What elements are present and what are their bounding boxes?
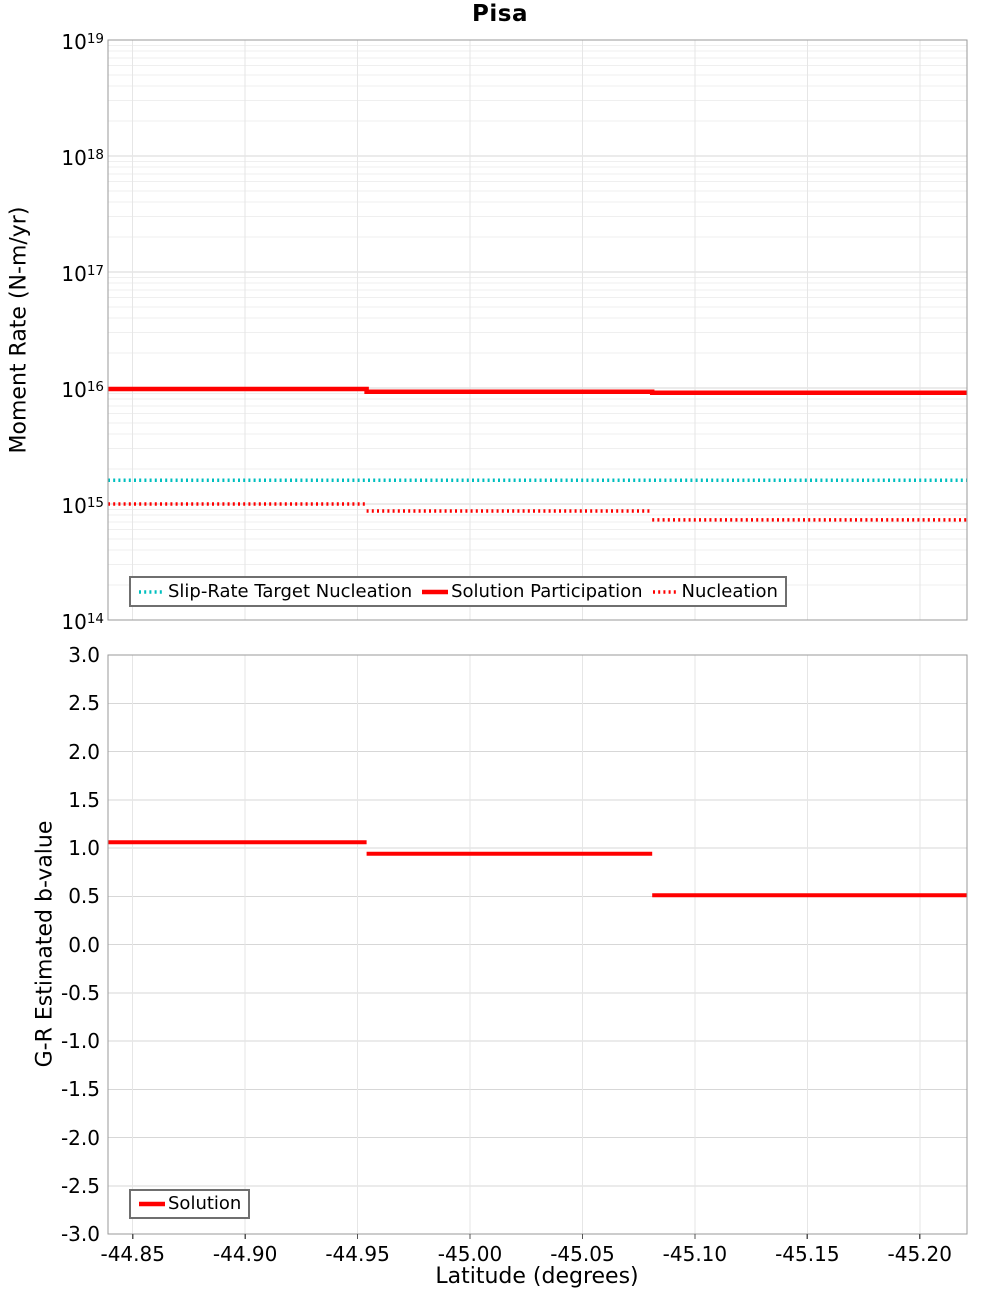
ytick-label bbox=[24, 490, 104, 519]
ytick-label: 3.0 bbox=[68, 643, 100, 667]
legend-dotted-line-swatch-icon bbox=[138, 588, 166, 596]
ytick-label: -2.0 bbox=[60, 1125, 100, 1150]
legend-entry bbox=[652, 580, 778, 602]
xtick-label: -44.90 bbox=[212, 1242, 278, 1266]
legend-entry bbox=[138, 580, 413, 602]
legend-label: Solution bbox=[168, 1193, 242, 1214]
legend-solid-line-swatch-icon bbox=[138, 1200, 166, 1208]
y-axis-label-b-value: G-R Estimated b-value bbox=[32, 820, 58, 1068]
legend-moment-rate bbox=[129, 576, 787, 607]
ytick-base: 10 bbox=[61, 262, 87, 287]
legend-dotted-line-swatch-icon bbox=[652, 588, 680, 596]
ytick-exponent: 16 bbox=[86, 379, 104, 395]
xtick-label: -45.00 bbox=[437, 1242, 503, 1266]
ytick-base: 10 bbox=[61, 610, 87, 635]
ytick-base: 10 bbox=[61, 494, 87, 519]
legend-entry bbox=[421, 580, 643, 602]
ytick-label: -3.0 bbox=[60, 1222, 100, 1246]
ytick-label bbox=[24, 26, 104, 55]
ytick-base: 10 bbox=[61, 378, 87, 403]
legend-solid-line-swatch-icon bbox=[421, 588, 449, 596]
chart-title: Pisa bbox=[472, 1, 528, 27]
legend-label: Solution Participation bbox=[451, 580, 643, 602]
xtick-label: -45.10 bbox=[662, 1242, 728, 1266]
ytick-base: 10 bbox=[61, 30, 87, 55]
ytick-label bbox=[24, 374, 104, 403]
ytick-label: 2.0 bbox=[68, 739, 100, 764]
ytick-label: 1.0 bbox=[68, 836, 100, 860]
legend-b-value bbox=[129, 1189, 250, 1219]
legend-label: Slip-Rate Target Nucleation bbox=[168, 580, 413, 602]
x-axis-label-latitude: Latitude (degrees) bbox=[435, 1264, 639, 1289]
legend-entry bbox=[138, 1195, 241, 1213]
ytick-label: -1.5 bbox=[60, 1077, 100, 1102]
xtick-label: -45.20 bbox=[887, 1242, 952, 1266]
ytick-label bbox=[24, 258, 104, 287]
ytick-label: -1.0 bbox=[60, 1029, 100, 1053]
legend-label: Nucleation bbox=[681, 580, 778, 602]
ytick-label: 0.5 bbox=[68, 884, 100, 909]
ytick-label: 1.5 bbox=[68, 787, 100, 812]
ytick-label: 2.5 bbox=[68, 691, 100, 716]
xtick-label: -45.05 bbox=[550, 1242, 615, 1266]
y-axis-label-moment-rate: Moment Rate (N-m/yr) bbox=[6, 206, 32, 454]
ytick-label: -0.5 bbox=[60, 980, 100, 1005]
ytick-label: 0.0 bbox=[68, 932, 100, 957]
ytick-exponent: 19 bbox=[86, 31, 104, 47]
ytick-base: 10 bbox=[61, 146, 87, 171]
ytick-label bbox=[24, 606, 104, 635]
ytick-label: -2.5 bbox=[60, 1173, 100, 1198]
ytick-label bbox=[24, 142, 104, 171]
xtick-label: -44.85 bbox=[100, 1242, 165, 1266]
ytick-exponent: 17 bbox=[86, 263, 104, 279]
ytick-exponent: 18 bbox=[86, 147, 104, 163]
xtick-label: -45.15 bbox=[775, 1242, 840, 1266]
ytick-exponent: 15 bbox=[86, 495, 104, 511]
xtick-label: -44.95 bbox=[325, 1242, 390, 1266]
ytick-exponent: 14 bbox=[86, 611, 104, 627]
